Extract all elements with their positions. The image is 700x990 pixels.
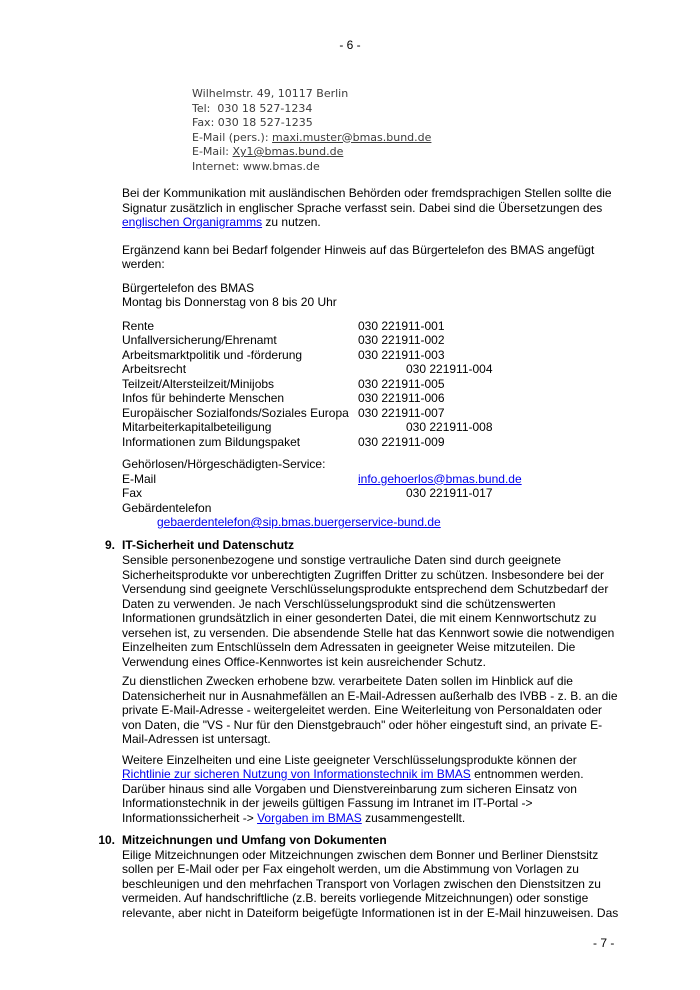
section-10-paragraph-1: Eilige Mitzeichnungen oder Mitzeichnungen zwischen dem Bonner und Berliner Dienstsitz sollen per E-Mail oder per Fax eingeholt werden, um die Abstimmung von Vorlagen zu beschleunigen und den mehrfachen Transport von Vorlagen zwischen den Dienstsitzen zu vermeiden. Auf handschriftliche (z.B. bereits vorliegende Mitzeichnungen) oder sonstige relevante, aber nicht in Dateiform beigefügte Informationen ist in der E-Mail hinzuweisen. Das (122, 847, 619, 920)
vorgaben-bmas-link[interactable]: Vorgaben im BMAS (257, 810, 362, 825)
section-10-number: 10. (98, 833, 115, 847)
hotline-row-value: 030 221911-006 (358, 391, 445, 405)
section-9-heading (104, 537, 700, 553)
service-row (122, 501, 700, 516)
hotline-row-label: Teilzeit/Altersteilzeit/Minijobs (122, 376, 275, 391)
hotline-row-value: 030 221911-003 (358, 347, 445, 362)
hotline-row-value: 030 221911-005 (358, 376, 445, 391)
signature-address-block: Wilhelmstr. 49, 10117 Berlin Tel: 030 18 527-1234 Fax: 030 18 527-1235 E-Mail (pers.): maxi.muster@bmas.bund.de E-Mail: Xy1@bmas.bund.de Internet: www.bmas.de (192, 87, 432, 173)
hotline-row-label: Informationen zum Bildungspaket (122, 434, 301, 449)
hotline-row (122, 406, 700, 421)
hotline-row-value: 030 221911-004 (406, 362, 493, 376)
section-9-paragraph-3: Weitere Einzelheiten und eine Liste geeigneter Verschlüsselungsprodukte können der Richtlinie zur sicheren Nutzung von Informationstechnik im BMAS entnommen werden. Darüber hinaus sind alle Vorgaben und Dienstvereinbarung zum sicheren Einsatz von Informationstechnik in der jeweils gültigen Fassung im Intranet im IT-Portal -> Informationssicherheit -> Vorgaben im BMAS zusammengestellt. (122, 752, 584, 825)
hotline-row-label: Europäischer Sozialfonds/Soziales Europa (122, 405, 349, 420)
page-number-top: - 6 - (339, 38, 361, 52)
service-row (122, 486, 700, 501)
section-10-heading (98, 833, 700, 848)
hotline-row-value: 030 221911-007 (358, 405, 445, 420)
hotline-row-label: Arbeitsrecht (122, 362, 187, 376)
deaf-service-title: Gehörlosen/Hörgeschädigten-Service: (122, 457, 326, 471)
hotline-row-value: 030 221911-008 (406, 420, 493, 434)
hotline-row-label: Infos für behinderte Menschen (122, 391, 285, 405)
section-9-number: 9. (104, 537, 115, 552)
hotline-row-label: Mitarbeiterkapitalbeteiligung (122, 420, 272, 434)
hotline-row-label: Arbeitsmarktpolitik und -förderung (122, 347, 303, 362)
service-row-label: E-Mail (122, 471, 157, 486)
section-9-title: IT-Sicherheit und Datenschutz (122, 537, 295, 552)
gebaerdentelefon-link-line (157, 515, 700, 530)
service-row-label: Gebärdentelefon (122, 500, 212, 515)
hotline-row (122, 420, 700, 435)
english-organigram-link[interactable]: englischen Organigramms (122, 215, 263, 229)
hotline-row-value: 030 221911-002 (358, 333, 445, 347)
buergertelefon-hotline-list (122, 319, 700, 450)
gebaerdentelefon-link[interactable]: gebaerdentelefon@sip.bmas.buergerservice-bund.de (157, 515, 441, 529)
deaf-service-rows (122, 472, 700, 516)
section-9-paragraph-1: Sensible personenbezogene und sonstige vertrauliche Daten sind durch geeignete Sicherheitsprodukte vor unberechtigten Zugriffen Dritter zu schützen. Insbesondere bei der Versendung sind geeignete Verschlüsselungsprodukte entsprechend dem Schutzbedarf der Daten zu verwenden. Je nach Verschlüsselungsprodukt sind die schützenswerten Informationen grundsätzlich in einer gesonderten Datei, die mit einem Kennwortschutz zu versehen ist, zu versenden. Die absendende Stelle hat das Kennwort sowie die notwendigen Einzelheiten zum Entschlüsseln dem Adressaten in geeigneter Weise mitzuteilen. Die Verwendung eines Office-Kennwortes ist kein ausreichender Schutz. (122, 553, 615, 669)
section-10-title: Mitzeichnungen und Umfang von Dokumenten (122, 833, 387, 847)
hotline-row (122, 333, 700, 348)
service-row (122, 472, 700, 487)
hotline-row (122, 435, 700, 450)
gehoerlos-email-link[interactable]: info.gehoerlos@bmas.bund.de (358, 471, 522, 486)
functional-email-link[interactable]: Xy1@bmas.bund.de (232, 145, 344, 158)
hotline-row-label: Unfallversicherung/Ehrenamt (122, 333, 277, 347)
hotline-row (122, 391, 700, 406)
buergertelefon-header: Bürgertelefon des BMAS Montag bis Donnerstag von 8 bis 20 Uhr (122, 280, 337, 309)
hotline-row-value: 030 221911-001 (358, 318, 445, 333)
section-9-paragraph-2: Zu dienstlichen Zwecken erhobene bzw. verarbeitete Daten sollen im Hinblick auf die Datensicherheit nur in Ausnahmefällen an E-Mail-Adressen außerhalb des IVBB - z. B. an die private E-Mail-Adresse - weitergeleitet werden. Eine Weiterleitung von Personaldaten oder von Daten, die "VS - Nur für den Dienstgebrauch" oder höher eingestuft sind, an private E- Mail-Adressen ist untersagt. (122, 674, 618, 746)
deaf-service-block (122, 457, 700, 530)
paragraph-english-signature: Bei der Kommunikation mit ausländischen Behörden oder fremdsprachigen Stellen sollte die Signatur zusätzlich in englischer Sprache verfasst sein. Dabei sind die Übersetzungen des englischen Organigramms zu nutzen. (122, 186, 612, 229)
hotline-row (122, 348, 700, 363)
service-row-label: Fax (122, 486, 143, 500)
page-number-bottom: - 7 - (593, 936, 615, 950)
hotline-row-value: 030 221911-009 (358, 434, 445, 449)
hotline-row-label: Rente (122, 318, 155, 333)
it-richtlinie-link[interactable]: Richtlinie zur sicheren Nutzung von Informationstechnik im BMAS (122, 767, 471, 781)
personal-email-link[interactable]: maxi.muster@bmas.bund.de (272, 130, 432, 144)
paragraph-buergertelefon-hint: Ergänzend kann bei Bedarf folgender Hinweis auf das Bürgertelefon des BMAS angefügt werden: (122, 242, 595, 271)
service-row-value: 030 221911-017 (406, 486, 493, 500)
hotline-row (122, 362, 700, 377)
hotline-row (122, 377, 700, 392)
hotline-row (122, 319, 700, 334)
